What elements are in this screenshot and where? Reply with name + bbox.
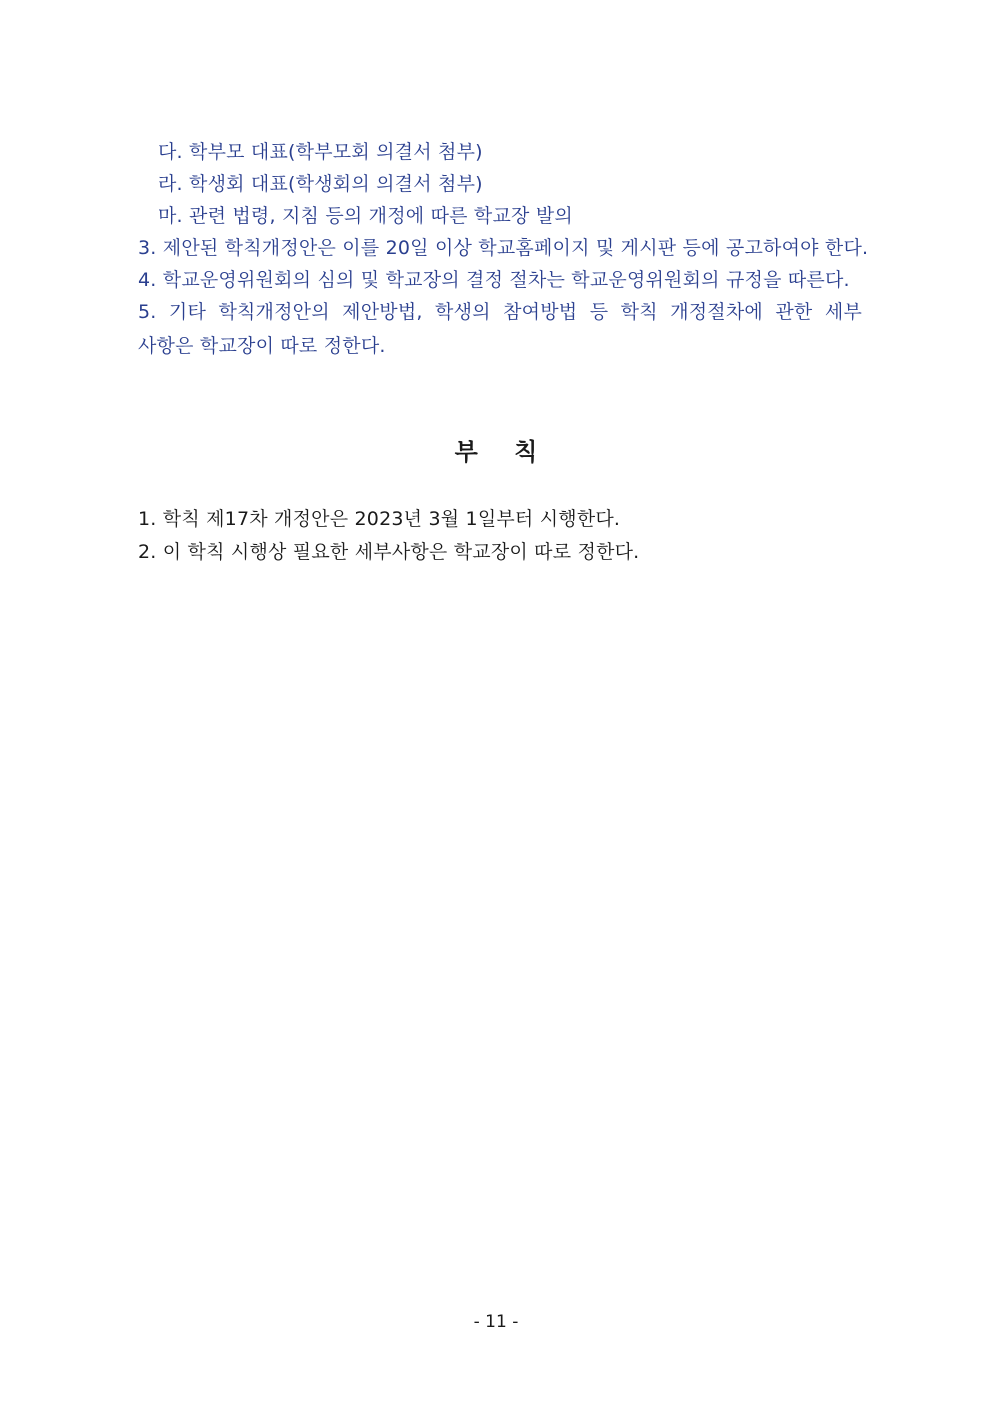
item-5: 5. 기타 학칙개정안의 제안방법, 학생의 참여방법 등 학칙 개정절차에 관한 세부 (138, 301, 862, 323)
addendum-item-1: 1. 학칙 제17차 개정안은 2023년 3월 1일부터 시행한다. (138, 508, 621, 530)
item-4: 4. 학교운영위원회의 심의 및 학교장의 결정 절차는 학교운영위원회의 규정을 따른다. (138, 269, 850, 291)
addendum-item-2: 2. 이 학칙 시행상 필요한 세부사항은 학교장이 따로 정한다. (138, 541, 640, 563)
item-5-continuation: 사항은 학교장이 따로 정한다. (138, 335, 386, 357)
item-3: 3. 제안된 학칙개정안은 이를 20일 이상 학교홈페이지 및 게시판 등에 공고하여야 한다. (138, 237, 869, 259)
sub-item-ma: 마. 관련 법령, 지침 등의 개정에 따른 학교장 발의 (158, 205, 573, 227)
sub-item-da: 다. 학부모 대표(학부모회 의결서 첨부) (158, 141, 483, 163)
addendum-title: 부 칙 (454, 438, 552, 466)
page-number: - 11 - (473, 1312, 519, 1332)
sub-item-ra: 라. 학생회 대표(학생회의 의결서 첨부) (158, 173, 483, 195)
